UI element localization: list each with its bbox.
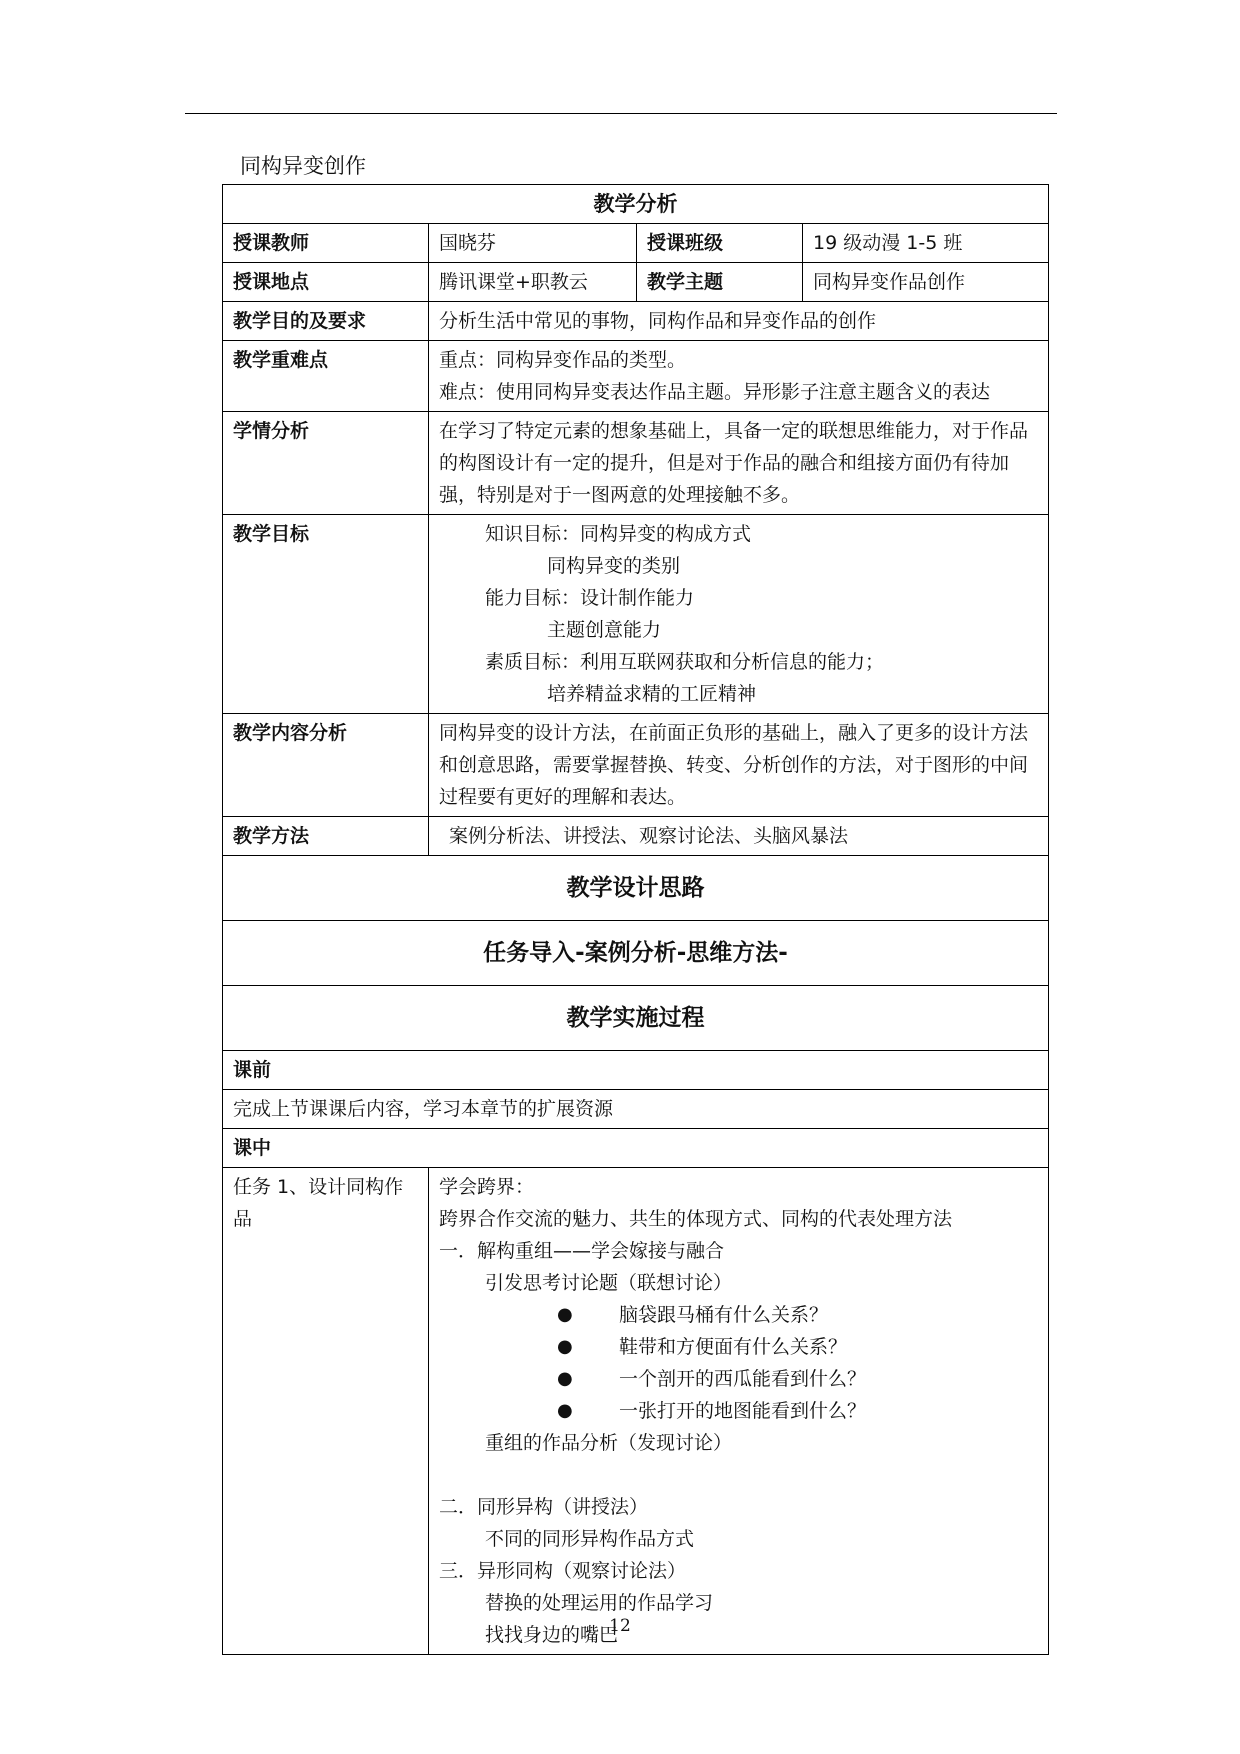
class-label: 授课班级: [637, 224, 803, 263]
bullet-item: ● 一张打开的地图能看到什么？: [439, 1395, 1038, 1427]
theme-label: 教学主题: [637, 263, 803, 302]
purpose-value: 分析生活中常见的事物，同构作品和异变作品的创作: [429, 302, 1049, 341]
goals-label: 教学目标: [223, 515, 429, 714]
bullet-icon: ●: [557, 1304, 573, 1325]
situation-label: 学情分析: [223, 412, 429, 515]
in-class-label: 课中: [223, 1129, 1049, 1168]
teacher-value: 国晓芬: [429, 224, 637, 263]
document-title: 同构异变创作: [240, 154, 366, 178]
key-points-label: 教学重难点: [223, 341, 429, 412]
section-line: 找找身边的嘴巴: [485, 1624, 619, 1646]
task1-label: 任务 1、设计同构作品: [223, 1168, 429, 1655]
section-heading: 一．解构重组——学会嫁接与融合: [439, 1240, 725, 1262]
design-flow: 任务导入-案例分析-思维方法-: [223, 921, 1049, 986]
content-value: 同构异变的设计方法，在前面正负形的基础上，融入了更多的设计方法和创意思路，需要掌握替换、转变、分析创作的方法，对于图形的中间过程要有更好的理解和表达。: [429, 714, 1049, 817]
ability-goal-sub: 主题创意能力: [547, 619, 662, 641]
theme-value: 同构异变作品创作: [803, 263, 1049, 302]
bullet-icon: ●: [557, 1336, 573, 1357]
situation-value: 在学习了特定元素的想象基础上，具备一定的联想思维能力，对于作品的构图设计有一定的提升，但是对于作品的融合和组接方面仍有待加强，特别是对于一图两意的处理接触不多。: [429, 412, 1049, 515]
page-number: 12: [609, 1616, 631, 1636]
spacer: [439, 1459, 1038, 1491]
purpose-label: 教学目的及要求: [223, 302, 429, 341]
task-line: 学会跨界：: [439, 1176, 535, 1198]
task1-content: [429, 1168, 1049, 1655]
difficult-point-line: 难点：使用同构异变表达作品主题。异形影子注意主题含义的表达: [439, 381, 991, 403]
goals-value: [429, 515, 1049, 714]
before-class-label: 课前: [223, 1051, 1049, 1090]
section-line: 引发思考讨论题（联想讨论）: [485, 1272, 733, 1294]
method-label: 教学方法: [223, 817, 429, 856]
section-line: 替换的处理运用的作品学习: [485, 1592, 714, 1614]
knowledge-goal: 知识目标：同构异变的构成方式: [485, 523, 752, 545]
class-value: 19 级动漫 1-5 班: [803, 224, 1049, 263]
process-heading: 教学实施过程: [223, 986, 1049, 1051]
place-label: 授课地点: [223, 263, 429, 302]
quality-goal: 素质目标：利用互联网获取和分析信息的能力；: [485, 651, 885, 673]
bullet-item: ● 鞋带和方便面有什么关系？: [439, 1331, 1038, 1363]
content-label: 教学内容分析: [223, 714, 429, 817]
before-class-content: 完成上节课课后内容，学习本章节的扩展资源: [223, 1090, 1049, 1129]
section-line: 不同的同形异构作品方式: [485, 1528, 695, 1550]
place-value: 腾讯课堂+职教云: [429, 263, 637, 302]
key-point-line: 重点：同构异变作品的类型。: [439, 349, 687, 371]
analysis-heading: 教学分析: [223, 185, 1049, 224]
section-line: 重组的作品分析（发现讨论）: [485, 1432, 733, 1454]
key-points-value: [429, 341, 1049, 412]
bullet-item: ● 一个剖开的西瓜能看到什么？: [439, 1363, 1038, 1395]
ability-goal: 能力目标：设计制作能力: [485, 587, 695, 609]
lesson-plan-table: [222, 184, 1049, 1655]
bullet-icon: ●: [557, 1368, 573, 1389]
teacher-label: 授课教师: [223, 224, 429, 263]
quality-goal-sub: 培养精益求精的工匠精神: [547, 683, 757, 705]
section-heading: 三．异形同构（观察讨论法）: [439, 1560, 687, 1582]
bullet-item: ● 脑袋跟马桶有什么关系？: [439, 1299, 1038, 1331]
knowledge-goal-sub: 同构异变的类别: [547, 555, 681, 577]
section-heading: 二．同形异构（讲授法）: [439, 1496, 649, 1518]
header-rule: [185, 113, 1057, 114]
bullet-icon: ●: [557, 1400, 573, 1421]
design-heading: 教学设计思路: [223, 856, 1049, 921]
task-line: 跨界合作交流的魅力、共生的体现方式、同构的代表处理方法: [439, 1208, 953, 1230]
method-value: 案例分析法、讲授法、观察讨论法、头脑风暴法: [429, 817, 1049, 856]
